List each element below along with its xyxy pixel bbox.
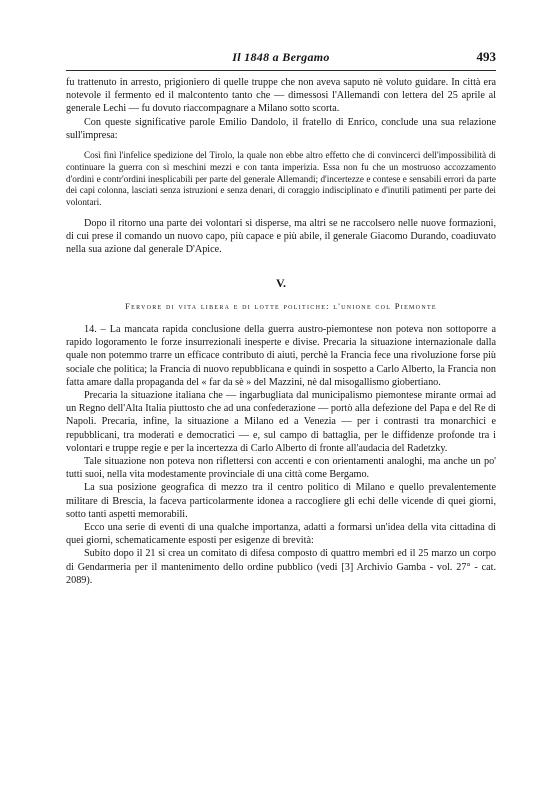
paragraph-situazione-italiana: Precaria la situazione italiana che — ingarbugliata dal municipalismo piemontese mirante ormai ad un Regno dell'Alta Italia piuttosto che ad una confederazione — portò alla defezione del Papa e del Re di Napoli. Precaria, infine, la situazione a Milano ed a Venezia — per i contrasti tra monarchici e repubblicani, tra moderati e democratici — e, sul campo di battaglia, per le diffidenze profonde tra i volontari e truppe regie e per la incertezza di Carlo Alberto di fronte all'audacia del Radetzky. — [66, 390, 496, 454]
paragraph-posizione: La sua posizione geografica di mezzo tra il centro politico di Milano e quello prevalentemente militare di Brescia, la faceva particolarmente idonea a raccogliere gli echi delle vicende di quei giorni, sotto tanti aspetti memorabili. — [66, 482, 496, 520]
section-number: V. — [275, 275, 287, 290]
page-header — [66, 50, 496, 70]
paragraph-durando: Dopo il ritorno una parte dei volontari si disperse, ma altri se ne raccolsero nelle nuove formazioni, di cui prese il comando un nuovo capo, più capace e più abile, il generale Giacomo Durando, coadiuvato nella sua azione dal generale D'Apice. — [66, 218, 496, 256]
paragraph-14: 14. – La mancata rapida conclusione della guerra austro-piemontese non poteva non sottoporre a rapido logoramento le forze insurrezionali inesperte e divise. Precaria la situazione internazionale dalla quale non potemmo trarre un efficace contributo di aiuti, perchè la Francia fece una rivoluzione forse più sociale che politica; la Francia di nuovo repubblicana e quindi in sospetto a Carlo Alberto, la Francia non fatta amare dalla propaganda del « far da sè » del Mazzini, nè dal misogallismo giobertiano. — [66, 324, 496, 388]
paragraph-eventi: Ecco una serie di eventi di una qualche importanza, adatti a formarsi un'idea della vita cittadina di quei giorni, schematicamente esposti per esigenze di brevità: — [66, 522, 496, 547]
paragraph-comitato: Subito dopo il 21 si crea un comitato di difesa composto di quattro membri ed il 25 marzo un corpo di Gendarmeria per il mantenimento dello ordine pubblico (vedi [3] Archivio Gamba - vol. 27° - cat. 2089). — [66, 548, 496, 586]
paragraph-dandolo-intro: Con queste significative parole Emilio Dandolo, il fratello di Enrico, conclude una sua relazione sull'impresa: — [66, 116, 496, 141]
header-rule — [66, 70, 496, 71]
running-title: Il 1848 a Bergamo — [232, 50, 330, 64]
page-number: 493 — [476, 49, 496, 64]
paragraph-continuation: fu trattenuto in arresto, prigioniero di quelle truppe che non aveva saputo nè voluto guidare. In città era notevole il fermento ed il malcontento tanto che — dimessosi l'Allemandi con lettera del 25 aprile al generale Lechi — fu dovuto riaccompagnare a Milano sotto scorta. — [66, 77, 496, 115]
block-quote-dandolo: Così finì l'infelice spedizione del Tirolo, la quale non ebbe altro effetto che di convincerci dell'impossibilità di continuare la guerra con sì meschini mezzi e con tanta imperizia. Essa non fu che un mostruoso accozzamento d'ordini e contr'ordini inesplicabili per parte del generale Allemandi; d'incertezze e contese e sensabili errori da parte dei capi colonna, lasciati senza istruzioni e senza denari, di coraggio indisciplinato e d'inutili patimenti per parte dei volontari. — [66, 150, 496, 208]
paragraph-bergamo: Tale situazione non poteva non riflettersi con accenti e con orientamenti analoghi, ma anche un po' tutti suoi, nella vita modestamente provinciale di una città come Bergamo. — [66, 456, 496, 481]
section-title: Fervore di vita libera e di lotte politiche: l'unione col Piemonte — [125, 300, 437, 311]
page-body — [66, 76, 496, 587]
